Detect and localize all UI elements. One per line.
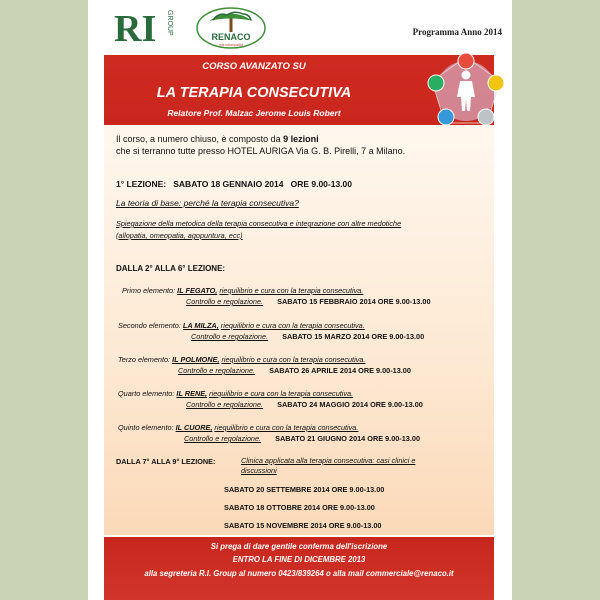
element-3-line bbox=[118, 355, 365, 364]
element-4-description: riequilibrio e cura con la terapia consecutiva. bbox=[209, 389, 354, 398]
element-1-name: IL FEGATO, bbox=[177, 286, 218, 295]
intro-text: Il corso, a numero chiuso, è composto da bbox=[116, 134, 284, 144]
element-2-schedule bbox=[191, 332, 424, 341]
fire-element-icon bbox=[458, 53, 474, 69]
element-4-schedule bbox=[186, 400, 423, 409]
element-5-name: IL CUORE, bbox=[175, 423, 213, 432]
intro-venue: che si terranno tutte presso HOTEL AURIGA Via G. B. Pirelli, 7 a Milano. bbox=[116, 146, 406, 156]
ri-logo-letters: RI bbox=[114, 8, 157, 50]
course-subtitle: CORSO AVANZATO SU bbox=[202, 61, 306, 72]
metal-element-icon bbox=[478, 109, 494, 125]
element-4-control: Controllo e regolazione. bbox=[186, 400, 264, 409]
lesson-1-description bbox=[116, 218, 401, 242]
water-element-icon bbox=[438, 109, 454, 125]
element-1-date: SABATO 15 FEBBRAIO 2014 ORE 9.00-13.00 bbox=[277, 297, 431, 306]
earth-element-icon bbox=[488, 75, 504, 91]
lesson-1-date: SABATO 18 GENNAIO 2014 bbox=[173, 179, 284, 189]
element-3-control: Controllo e regolazione. bbox=[178, 366, 256, 375]
lessons-2-6-heading: DALLA 2° ALLA 6° LEZIONE: bbox=[116, 264, 226, 273]
course-title: LA TERAPIA CONSECUTIVA bbox=[156, 85, 352, 101]
course-speaker: Relatore Prof. Malzac Jerome Louis Robert bbox=[167, 108, 341, 118]
footer-contact: alla segreteria R.I. Group al numero 0423/839264 o alla mail commerciale@renaco.it bbox=[144, 569, 454, 578]
five-elements-diagram bbox=[426, 51, 506, 131]
element-4-name: IL RENE, bbox=[176, 389, 208, 398]
ri-group-logo bbox=[114, 8, 173, 50]
element-2-label: Secondo elemento: bbox=[118, 321, 181, 330]
element-2-date: SABATO 15 MARZO 2014 ORE 9.00-13.00 bbox=[282, 332, 425, 341]
registration-footer bbox=[104, 537, 494, 600]
lessons-7-9-heading: DALLA 7° ALLA 9° LEZIONE: bbox=[116, 457, 216, 466]
program-year: Programma Anno 2014 bbox=[412, 27, 502, 37]
element-2-line bbox=[118, 321, 365, 330]
renaco-logo-text: RENACO bbox=[211, 32, 251, 42]
lesson-1-time: ORE 9.00-13.00 bbox=[290, 179, 353, 189]
lesson-1-label: 1° LEZIONE: bbox=[116, 179, 167, 189]
brochure-page bbox=[88, 0, 512, 600]
element-5-date: SABATO 21 GIUGNO 2014 ORE 9.00-13.00 bbox=[275, 434, 420, 443]
element-5-description: riequilibrio e cura con la terapia consecutiva. bbox=[214, 423, 359, 432]
renaco-logo bbox=[195, 6, 267, 50]
element-4-label: Quarto elemento: bbox=[118, 389, 175, 398]
element-2-control: Controllo e regolazione. bbox=[191, 332, 269, 341]
lesson-9-date: SABATO 15 NOVEMBRE 2014 ORE 9.00-13.00 bbox=[224, 521, 382, 530]
element-1-description: riequilibrio e cura con la terapia consecutiva. bbox=[219, 286, 364, 295]
element-1-label: Primo elemento: bbox=[122, 286, 176, 295]
course-details bbox=[104, 125, 494, 535]
lesson-7-date: SABATO 20 SETTEMBRE 2014 ORE 9.00-13.00 bbox=[224, 485, 385, 494]
lesson-1-header bbox=[116, 179, 352, 189]
element-1-control: Controllo e regolazione. bbox=[186, 297, 264, 306]
element-4-line bbox=[118, 389, 353, 398]
lessons-7-9-topic: Clinica applicata alla terapia consecutiva: casi clinici e discussioni bbox=[241, 456, 416, 475]
element-5-line bbox=[118, 423, 358, 432]
element-3-name: IL POLMONE, bbox=[172, 355, 220, 364]
element-1-schedule bbox=[186, 297, 431, 306]
element-3-description: riequilibrio e cura con la terapia consecutiva. bbox=[221, 355, 366, 364]
lesson-1-desc-line1: Spiegazione della metodica della terapia consecutiva e integrazione con altre medotiche bbox=[116, 219, 402, 228]
lesson-1-desc-line2: (allopatia, omeopatia, agopuntura, ecc) bbox=[116, 231, 243, 240]
element-5-label: Quinto elemento: bbox=[118, 423, 174, 432]
element-2-name: LA MILZA, bbox=[182, 321, 219, 330]
footer-confirm-text: Si prega di dare gentile conferma dell'iscrizione bbox=[210, 542, 388, 551]
lesson-1-topic: La teoria di base: perché la terapia consecutiva? bbox=[116, 198, 299, 208]
element-3-label: Terzo elemento: bbox=[118, 355, 171, 364]
element-3-schedule bbox=[178, 366, 411, 375]
wood-element-icon bbox=[428, 75, 444, 91]
element-5-control: Controllo e regolazione. bbox=[184, 434, 262, 443]
element-5-schedule bbox=[184, 434, 420, 443]
element-3-date: SABATO 26 APRILE 2014 ORE 9.00-13.00 bbox=[269, 366, 411, 375]
lesson-8-date: SABATO 18 OTTOBRE 2014 ORE 9.00-13.00 bbox=[224, 503, 375, 512]
renaco-logo-subtext: rete naturopatica bbox=[219, 43, 243, 47]
footer-deadline: ENTRO LA FINE DI DICEMBRE 2013 bbox=[232, 555, 366, 564]
course-header bbox=[104, 55, 494, 125]
element-1-line bbox=[122, 286, 363, 295]
element-4-date: SABATO 24 MAGGIO 2014 ORE 9.00-13.00 bbox=[277, 400, 423, 409]
course-intro bbox=[116, 133, 405, 157]
intro-lessons-count: 9 lezioni bbox=[283, 134, 319, 144]
element-2-description: riequilibrio e cura con la terapia consecutiva. bbox=[220, 321, 365, 330]
ri-logo-group: GROUP bbox=[166, 10, 173, 36]
